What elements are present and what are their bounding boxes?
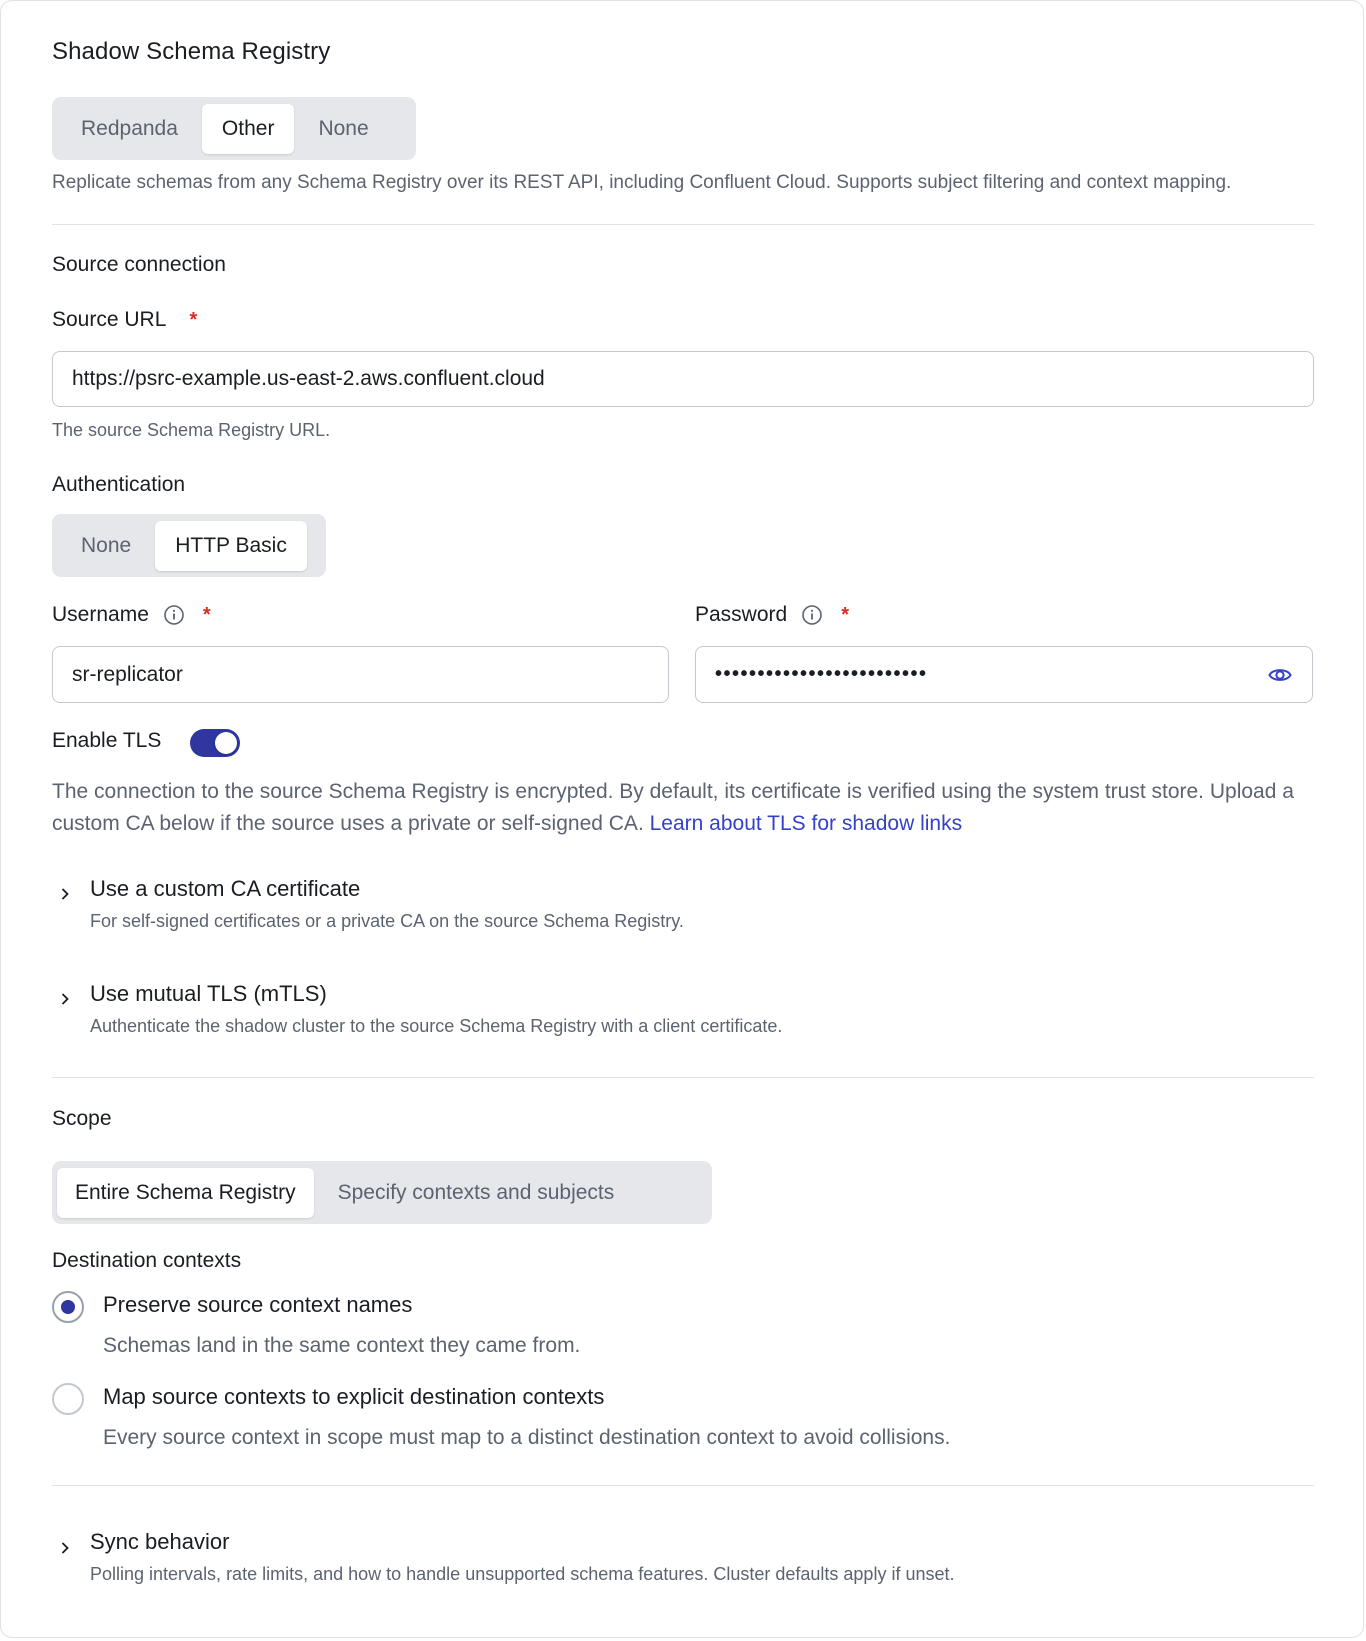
page-title: Shadow Schema Registry [52,38,331,65]
source-url-help: The source Schema Registry URL. [52,420,331,440]
enable-tls-toggle[interactable] [190,729,240,757]
eye-icon[interactable] [1267,662,1293,688]
preserve-names-desc: Schemas land in the same context they came from. [103,1334,581,1357]
mtls-expander-title[interactable]: Use mutual TLS (mTLS) [90,981,327,1006]
divider [52,1485,1314,1486]
mtls-expander-desc: Authenticate the shadow cluster to the source Schema Registry with a client certificate. [90,1016,783,1036]
map-contexts-desc: Every source context in scope must map to a distinct destination context to avoid collisions. [103,1426,951,1449]
auth-option-none[interactable]: None [81,533,132,557]
sync-behavior-expander-desc: Polling intervals, rate limits, and how to handle unsupported schema features. Cluster defaults apply if unset. [90,1564,955,1584]
password-input[interactable] [695,646,1313,703]
sync-behavior-expander-title[interactable]: Sync behavior [90,1529,230,1554]
divider [52,224,1314,225]
source-connection-heading: Source connection [52,253,226,276]
username-label-text: Username [52,603,149,626]
registry-type-none[interactable]: None [318,116,369,140]
registry-type-description: Replicate schemas from any Schema Registry over its REST API, including Confluent Cloud. Supports subject filtering and context mapping. [52,172,1232,193]
destination-contexts-heading: Destination contexts [52,1249,242,1272]
registry-type-redpanda[interactable]: Redpanda [81,116,178,140]
tls-description-text: The connection to the source Schema Registry is encrypted. By default, its certificate is verified using the system trust store. Upload a custom CA below if the source uses a private or self-signed CA. [52,780,1294,835]
tls-learn-more-link[interactable]: Learn about TLS for shadow links [649,812,963,835]
registry-type-segmented-control [52,97,416,160]
divider [52,1077,1314,1078]
scope-specify-contexts[interactable]: Specify contexts and subjects [337,1180,615,1204]
custom-ca-expander-desc: For self-signed certificates or a private CA on the source Schema Registry. [90,911,684,931]
scope-segmented-control [52,1161,712,1224]
password-masked-value: ••••••••••••••••••••••••• [715,663,928,685]
radio-preserve-names[interactable] [52,1291,84,1323]
password-label [695,603,849,627]
toggle-knob [215,732,237,754]
required-marker: * [189,309,198,331]
custom-ca-expander-title[interactable]: Use a custom CA certificate [90,876,361,901]
radio-map-contexts[interactable] [52,1383,84,1415]
chevron-right-icon[interactable] [58,1541,72,1555]
chevron-right-icon[interactable] [58,887,72,901]
scope-heading: Scope [52,1107,112,1130]
required-marker: * [202,603,211,626]
enable-tls-label: Enable TLS [52,729,162,752]
preserve-names-title: Preserve source context names [103,1292,413,1317]
source-url-input[interactable] [52,351,1314,407]
auth-option-http-basic[interactable]: HTTP Basic [155,521,307,571]
map-contexts-title: Map source contexts to explicit destination contexts [103,1384,605,1409]
registry-type-other[interactable]: Other [202,104,295,154]
password-label-text: Password [695,603,788,626]
authentication-segmented-control [52,514,326,577]
username-label [52,603,211,627]
scope-entire-registry[interactable]: Entire Schema Registry [57,1168,314,1218]
tls-description [52,776,1322,840]
authentication-heading: Authentication [52,473,186,496]
source-url-label-text: Source URL [52,308,166,331]
source-url-label [52,308,197,332]
chevron-right-icon[interactable] [58,992,72,1006]
info-icon[interactable] [163,604,185,626]
required-marker: * [841,603,849,626]
username-input[interactable] [52,646,669,703]
info-icon[interactable] [801,604,823,626]
